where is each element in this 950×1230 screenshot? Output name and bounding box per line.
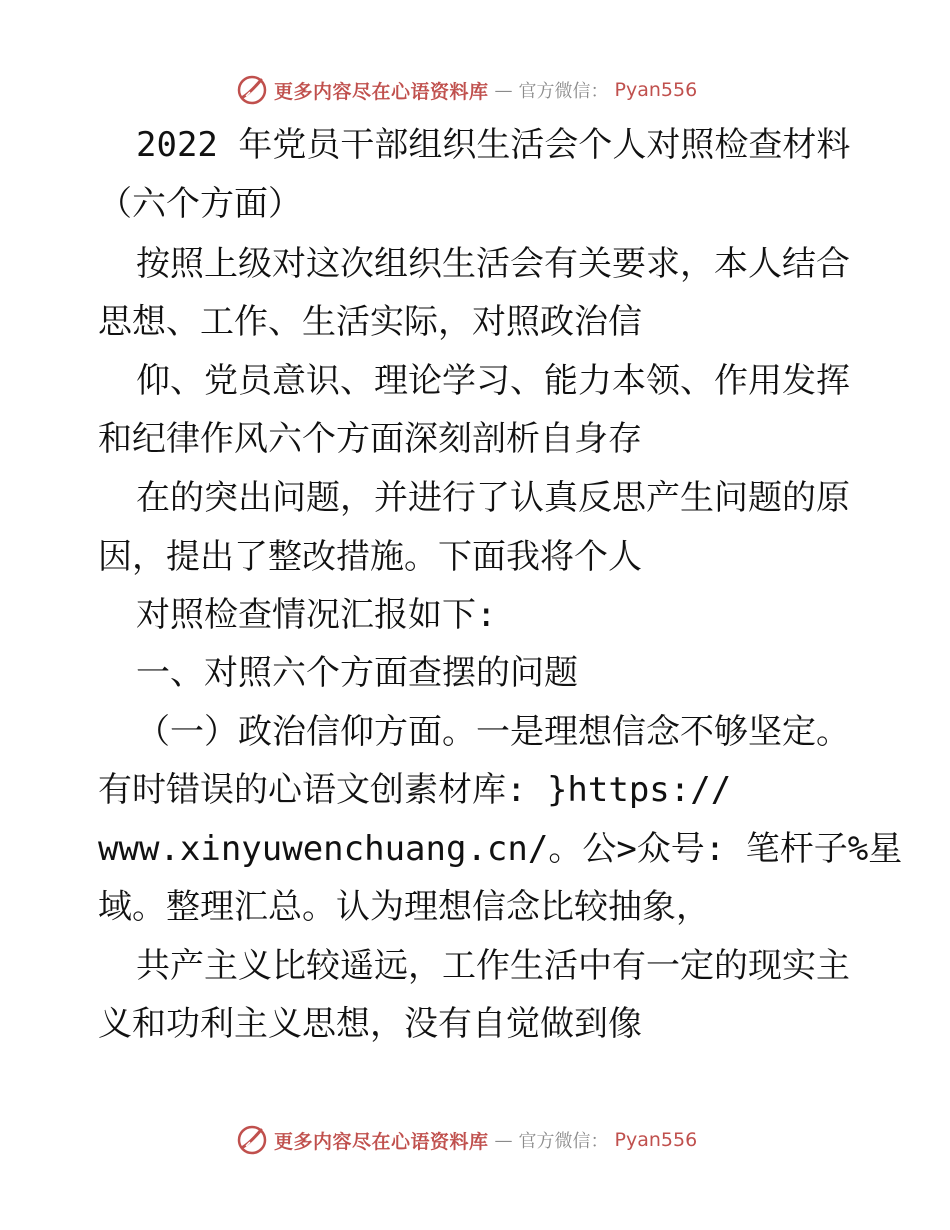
watermark-wechat-id: Pyan556 [614, 1129, 698, 1151]
watermark-main-text: 更多内容尽在心语资料库 [274, 1130, 489, 1153]
paragraph-line: 仰、党员意识、理论学习、能力本领、作用发挥 [136, 361, 850, 401]
paragraph-line: 和纪律作风六个方面深刻剖析自身存 [98, 419, 642, 459]
document-title-continued: （六个方面） [98, 184, 302, 224]
watermark-official-label: 官方微信： [518, 1131, 609, 1152]
section-heading: 一、对照六个方面查摆的问题 [136, 653, 578, 693]
watermark-wechat-id: Pyan556 [614, 79, 698, 101]
paragraph-line: 思想、工作、生活实际，对照政治信 [98, 302, 642, 342]
watermark-separator: — [494, 79, 513, 101]
pen-logo-icon [236, 1124, 268, 1156]
paragraph-line: 有时错误的心语文创素材库: }https:// [98, 770, 732, 810]
watermark-footer [236, 1122, 716, 1158]
watermark-official-label: 官方微信： [518, 81, 609, 102]
subsection-heading: （一）政治信仰方面。一是理想信念不够坚定。 [136, 712, 850, 752]
paragraph-line: 义和功利主义思想，没有自觉做到像 [98, 1004, 642, 1044]
watermark-header [236, 72, 716, 108]
paragraph-line: 域。整理汇总。认为理想信念比较抽象， [98, 887, 710, 927]
watermark-main-text: 更多内容尽在心语资料库 [274, 80, 489, 103]
paragraph-line: www.xinyuwenchuang.cn/。公>众号: 笔杆子%星 [98, 829, 903, 869]
pen-logo-icon [236, 74, 268, 106]
paragraph-line: 按照上级对这次组织生活会有关要求，本人结合 [136, 244, 850, 284]
paragraph-line: 对照检查情况汇报如下: [136, 595, 497, 635]
paragraph-line: 共产主义比较遥远，工作生活中有一定的现实主 [136, 946, 850, 986]
watermark-separator: — [494, 1129, 513, 1151]
paragraph-line: 在的突出问题，并进行了认真反思产生问题的原 [136, 478, 850, 518]
paragraph-line: 因，提出了整改措施。下面我将个人 [98, 537, 642, 577]
document-title: 2022 年党员干部组织生活会个人对照检查材料 [136, 125, 851, 165]
